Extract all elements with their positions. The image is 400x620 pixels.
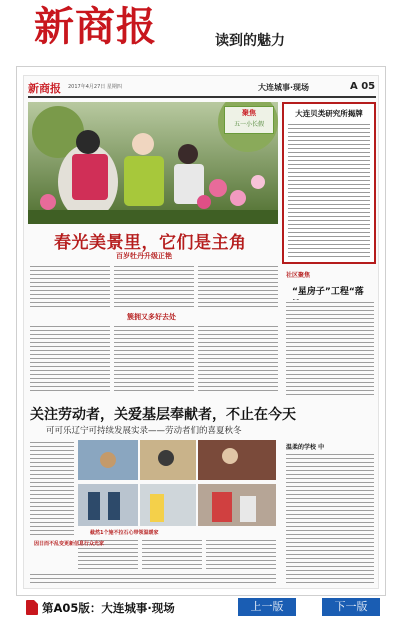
newspaper-viewer <box>16 66 386 596</box>
feature-photo-collage[interactable] <box>30 440 276 570</box>
lead-mid-subhead: 簇拥又多好去处 <box>127 313 176 321</box>
feature-intro-text <box>30 440 74 536</box>
lead-body-col6 <box>198 324 278 394</box>
next-page-button[interactable]: 下一版 <box>322 598 380 616</box>
right-feature-body <box>286 452 374 584</box>
lead-body-col5 <box>114 324 194 394</box>
site-slogan: 读到的魅力 <box>215 33 285 49</box>
boxed-story-body <box>288 122 370 258</box>
feature-body-col3 <box>206 538 276 570</box>
holiday-stamp <box>224 106 274 134</box>
feature-body-col2 <box>142 538 202 570</box>
pager-bar <box>16 598 386 618</box>
stamp-line1: 聚焦 <box>242 109 256 117</box>
newspaper-page-image <box>23 75 379 589</box>
right-feature-head: 温柔的学校 中 <box>286 444 325 451</box>
page-section: 大连城事·现场 <box>258 83 310 92</box>
site-masthead <box>0 0 400 62</box>
lead-body-col3 <box>198 264 278 308</box>
pdf-icon[interactable] <box>26 600 38 615</box>
right-column-headline[interactable]: “星房子”工程“落 <box>292 287 364 297</box>
feature-headline[interactable]: 关注劳动者，关爱基层奉献者，不止在今天 <box>30 407 296 423</box>
lead-headline[interactable]: 春光美景里，它们是主角 <box>54 233 247 253</box>
feature-section2-head: 因日而不乱变更新信息行众光家 <box>34 541 105 547</box>
page-number: A 05 <box>350 81 376 92</box>
prev-page-button[interactable]: 上一版 <box>238 598 296 616</box>
lead-subhead: 百岁牡丹升级正艳 <box>116 252 172 260</box>
page-label[interactable]: 第A05版：大连城事·现场 <box>42 601 175 615</box>
right-column-body <box>286 300 374 396</box>
page-brand: 新商报 <box>28 82 61 95</box>
lead-body-col4 <box>30 324 110 394</box>
boxed-story-headline: 大连贝类研究所揭牌 <box>295 109 363 118</box>
feature-subhead: 可可乐辽宁可持续发展实录——劳动者们的喜夏秋冬 <box>46 426 242 436</box>
lead-photo[interactable] <box>28 102 278 224</box>
page-header <box>28 80 376 98</box>
boxed-story[interactable] <box>282 102 376 264</box>
feature-bottom-text <box>30 572 276 586</box>
lead-body-col2 <box>114 264 194 308</box>
site-logo[interactable]: 新商报 <box>34 3 157 50</box>
page-date: 2017年4月27日 星期四 <box>68 84 122 90</box>
stamp-line2: 五一小长假 <box>233 121 264 128</box>
lead-body-col1 <box>30 264 110 308</box>
feature-section1-head: 截然1个施不拉石心带领温暖家 <box>90 530 159 536</box>
right-column-label: 社区聚焦 <box>286 272 311 279</box>
